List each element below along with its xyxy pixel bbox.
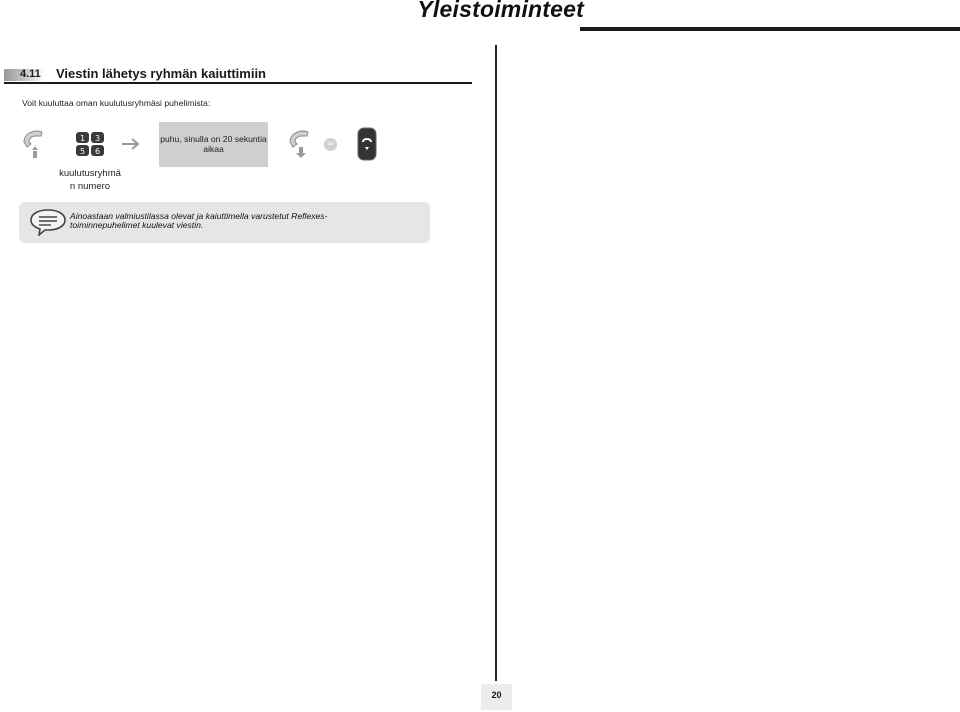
speak-instruction <box>159 134 268 154</box>
svg-text:1: 1 <box>80 134 86 143</box>
end-call-key-icon <box>357 127 377 161</box>
page-title: Yleistoiminteet <box>417 0 584 22</box>
section-title: Viestin lähetys ryhmän kaiuttimiin <box>56 66 266 81</box>
group-number-caption <box>52 167 128 193</box>
note-text <box>70 212 420 231</box>
arrow-right-icon <box>121 137 141 151</box>
svg-text:6: 6 <box>95 147 101 156</box>
speak-line-2: aikaa <box>203 144 224 154</box>
note-line-1: Ainoastaan valmiustilassa olevat ja kaiuttimella varustetut Reflexes- <box>70 211 328 221</box>
keypad-icon <box>75 131 107 159</box>
svg-text:3: 3 <box>95 134 101 143</box>
intro-text: Voit kuuluttaa oman kuulutusryhmäsi puhelimista: <box>22 98 211 108</box>
note-speech-bubble-icon <box>29 208 67 236</box>
speak-line-1: puhu, sinulla on 20 sekuntia <box>160 134 267 144</box>
or-badge: tai <box>324 138 337 151</box>
column-divider <box>495 45 497 681</box>
handset-hangup-icon <box>284 128 316 160</box>
caption-line-1: kuulutusryhmä <box>59 168 121 179</box>
section-rule <box>4 82 472 84</box>
handset-lift-icon <box>18 128 50 160</box>
note-line-2: toiminnepuhelimet kuulevat viestin. <box>70 220 204 231</box>
section-number: 4.11 <box>20 68 41 80</box>
caption-line-2: n numero <box>69 181 111 192</box>
svg-text:5: 5 <box>80 147 86 156</box>
title-rule <box>580 27 960 31</box>
page-number: 20 <box>491 690 502 700</box>
